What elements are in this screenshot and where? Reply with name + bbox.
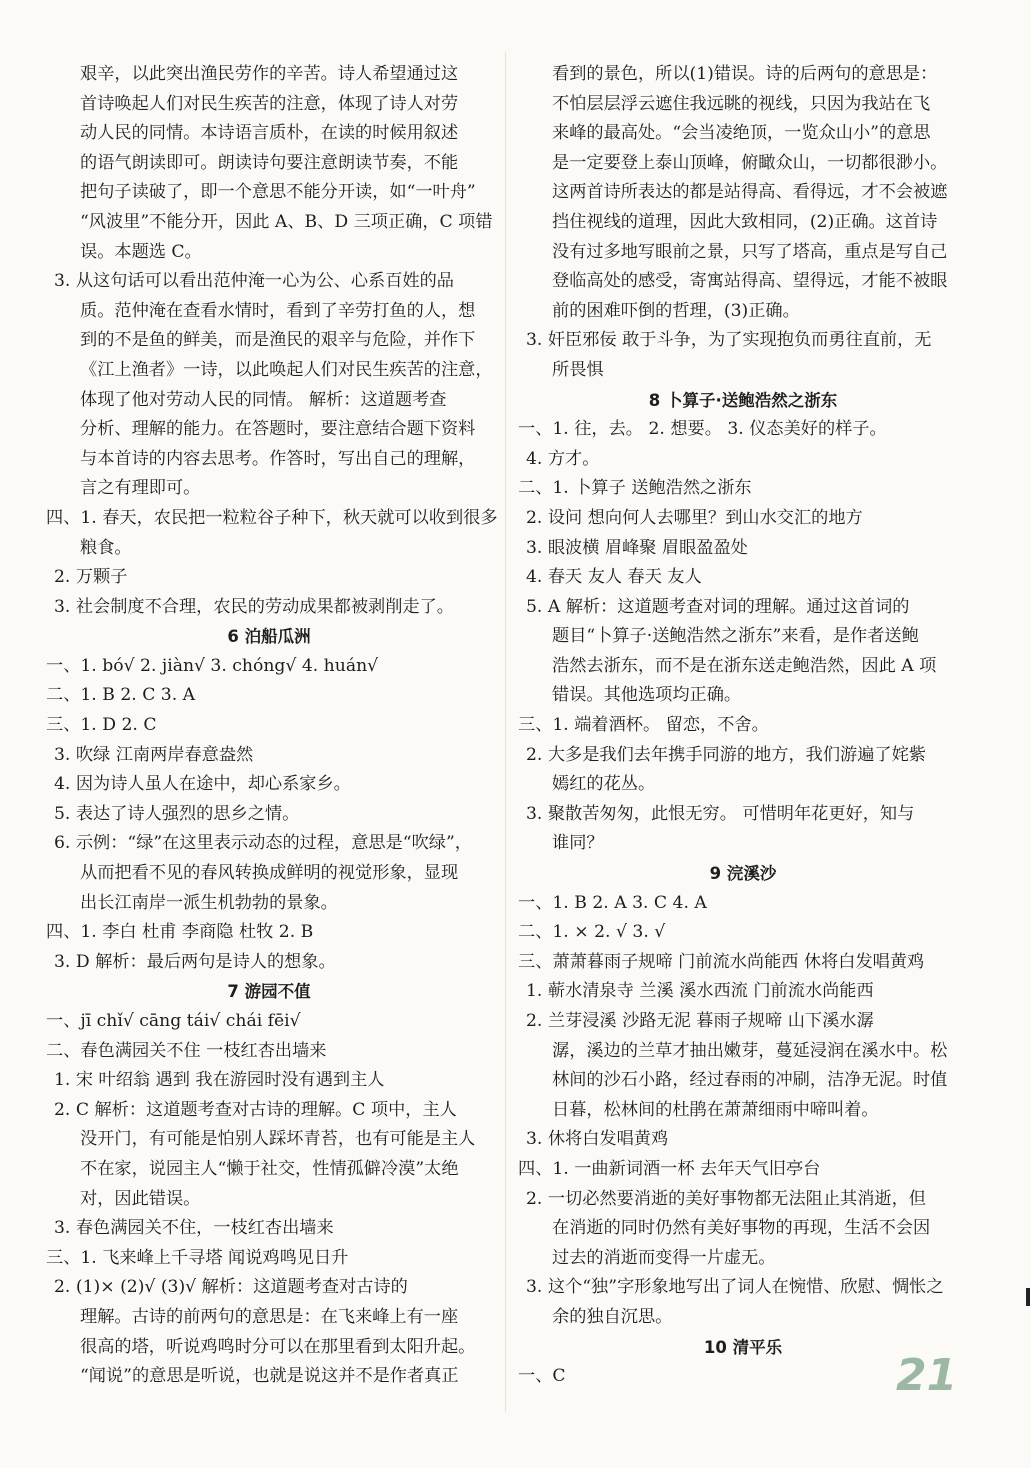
text-line: 3. 休将白发唱黄鸡 xyxy=(526,1129,669,1150)
text-line: 5. 表达了诗人强烈的思乡之情。 xyxy=(54,803,300,824)
text-line: 嫣红的花丛。 xyxy=(552,774,656,795)
text-line: 三、1. 端着酒杯。 留恋，不舍。 xyxy=(518,715,769,736)
section-title: 6 泊船瓜洲 xyxy=(227,627,311,647)
text-line: 4. 方才。 xyxy=(526,448,600,469)
text-line: 没有过多地写眼前之景，只写了塔高，重点是写自己 xyxy=(552,241,948,262)
section-title: 10 清平乐 xyxy=(703,1337,783,1357)
section-title: 8 卜算子·送鲍浩然之浙东 xyxy=(648,390,838,410)
text-line: 3. 这个“独”字形象地写出了词人在惋惜、欣慰、惆怅之 xyxy=(526,1277,944,1298)
page-number: 21 xyxy=(896,1350,958,1401)
right-column xyxy=(518,60,968,1392)
text-line: 5. A 解析：这道题考查对词的理解。通过这首词的 xyxy=(526,596,910,617)
text-line: 林间的沙石小路，经过春雨的冲刷，洁净无泥。时值 xyxy=(552,1070,948,1091)
text-line: 三、1. 飞来峰上千寻塔 闻说鸡鸣见日升 xyxy=(46,1247,349,1268)
text-line: 粮食。 xyxy=(80,537,132,558)
text-line: 3. 聚散苦匆匆，此恨无穷。 可惜明年花更好，知与 xyxy=(526,803,915,824)
text-line: 2. (1)× (2)√ (3)√ 解析：这道题考查对古诗的 xyxy=(54,1277,408,1298)
text-line: “风波里”不能分开，因此 A、B、D 三项正确，C 项错 xyxy=(80,211,493,232)
text-line: 的语气朗读即可。朗读诗句要注意朗读节奏，不能 xyxy=(80,152,459,173)
text-line: 一、1. 往，去。 2. 想要。 3. 仪态美好的样子。 xyxy=(518,419,887,440)
text-line: 这两首诗所表达的都是站得高、看得远，才不会被遮 xyxy=(552,182,948,203)
text-line: 日暮，松林间的杜鹃在萧萧细雨中啼叫着。 xyxy=(552,1099,879,1120)
text-line: 动人民的同情。本诗语言质朴，在读的时候用叙述 xyxy=(80,123,459,144)
text-line: 二、1. × 2. √ 3. √ xyxy=(518,922,666,943)
text-line: 《江上渔者》一诗，以此唤起人们对民生疾苦的注意， xyxy=(80,359,493,380)
text-line: 出长江南岸一派生机勃勃的景象。 xyxy=(80,892,338,913)
text-line: 2. C 解析：这道题考查对古诗的理解。C 项中，主人 xyxy=(54,1099,457,1120)
text-line: 质。范仲淹在查看水情时，看到了辛劳打鱼的人，想 xyxy=(80,300,476,321)
text-line: 一、1. B 2. A 3. C 4. A xyxy=(518,892,707,913)
text-line: 3. 吹绿 江南两岸春意盎然 xyxy=(54,744,254,765)
text-line: 从而把看不见的春风转换成鲜明的视觉形象，显现 xyxy=(80,863,459,884)
text-line: 过去的消逝而变得一片虚无。 xyxy=(552,1247,776,1268)
text-line: 2. 万颗子 xyxy=(54,567,128,588)
text-line: 很高的塔，听说鸡鸣时分可以在那里看到太阳升起。 xyxy=(80,1336,476,1357)
text-line: 登临高处的感受，寄寓站得高、望得远，才能不被眼 xyxy=(552,271,948,292)
text-line: 余的独自沉思。 xyxy=(552,1306,673,1327)
text-line: 3. 眼波横 眉峰聚 眉眼盈盈处 xyxy=(526,537,748,558)
text-line: 3. 从这句话可以看出范仲淹一心为公、心系百姓的品 xyxy=(54,271,454,292)
text-line: 理解。古诗的前两句的意思是：在飞来峰上有一座 xyxy=(80,1306,459,1327)
text-line: 挡住视线的道理，因此大致相同，(2)正确。这首诗 xyxy=(552,211,938,232)
text-line: 4. 春天 友人 春天 友人 xyxy=(526,567,702,588)
text-line: 不怕层层浮云遮住我远眺的视线，只因为我站在飞 xyxy=(552,93,931,114)
text-line: 1. 蕲水清泉寺 兰溪 溪水西流 门前流水尚能西 xyxy=(526,981,874,1002)
text-line: 四、1. 一曲新词酒一杯 去年天气旧亭台 xyxy=(518,1158,821,1179)
text-line: 艰辛，以此突出渔民劳作的辛苦。诗人希望通过这 xyxy=(80,64,459,84)
text-line: 题目“卜算子·送鲍浩然之浙东”来看，是作者送鲍 xyxy=(552,626,919,647)
text-line: 二、1. B 2. C 3. A xyxy=(46,685,196,706)
text-line: 2. 设问 想向何人去哪里？到山水交汇的地方 xyxy=(526,507,863,528)
text-line: 6. 示例：“绿”在这里表示动态的过程，意思是“吹绿”， xyxy=(54,833,472,854)
text-line: 二、1. 卜算子 送鲍浩然之浙东 xyxy=(518,478,752,499)
text-line: “闻说”的意思是听说，也就是说这并不是作者真正 xyxy=(80,1366,459,1387)
text-line: 一、1. bó√ 2. jiàn√ 3. chóng√ 4. huán√ xyxy=(46,655,379,676)
text-line: 二、春色满园关不住 一枝红杏出墙来 xyxy=(46,1040,327,1061)
text-line: 前的困难吓倒的哲理，(3)正确。 xyxy=(552,300,800,321)
text-line: 2. 兰芽浸溪 沙路无泥 暮雨子规啼 山下溪水潺 xyxy=(526,1011,874,1031)
text-line: 2. 一切必然要消逝的美好事物都无法阻止其消逝，但 xyxy=(526,1188,926,1209)
text-line: 不在家，说园主人“懒于社交，性情孤僻冷漠”太绝 xyxy=(80,1158,459,1179)
text-line: 谁同？ xyxy=(552,833,604,854)
text-line: 3. 社会制度不合理，农民的劳动成果都被剥削走了。 xyxy=(54,596,454,617)
text-line: 潺，溪边的兰草才抽出嫩芽，蔓延浸润在溪水中。松 xyxy=(552,1040,948,1061)
text-line: 一、jī chǐ√ cāng tái√ chái fēi√ xyxy=(46,1011,301,1031)
text-line: 3. 奸臣邪佞 敢于斗争，为了实现抱负而勇往直前，无 xyxy=(526,330,932,351)
text-line: 4. 因为诗人虽人在途中，却心系家乡。 xyxy=(54,774,351,795)
text-line: 没开门，有可能是怕别人踩坏青苔，也有可能是主人 xyxy=(80,1129,476,1150)
edge-mark xyxy=(1026,1288,1030,1306)
text-line: 3. D 解析：最后两句是诗人的想象。 xyxy=(54,951,336,972)
text-line: 体现了他对劳动人民的同情。 解析：这道题考查 xyxy=(80,389,447,410)
text-line: 来峰的最高处。“会当凌绝顶，一览众山小”的意思 xyxy=(552,123,931,144)
text-line: 3. 春色满园关不住，一枝红杏出墙来 xyxy=(54,1218,334,1239)
text-line: 三、萧萧暮雨子规啼 门前流水尚能西 休将白发唱黄鸡 xyxy=(518,951,925,972)
text-line: 1. 宋 叶绍翁 遇到 我在游园时没有遇到主人 xyxy=(54,1070,385,1091)
text-line: 首诗唤起人们对民生疾苦的注意，体现了诗人对劳 xyxy=(80,93,459,114)
text-line: 是一定要登上泰山顶峰，俯瞰众山，一切都很渺小。 xyxy=(552,152,948,173)
text-line: 错误。其他选项均正确。 xyxy=(552,685,742,706)
text-line: 与本首诗的内容去思考。作答时，写出自己的理解， xyxy=(80,448,476,469)
text-line: 四、1. 春天，农民把一粒粒谷子种下，秋天就可以收到很多 xyxy=(46,507,498,528)
text-line: 一、C xyxy=(518,1366,566,1387)
text-line: 所畏惧 xyxy=(552,359,604,380)
text-line: 2. 大多是我们去年携手同游的地方，我们游遍了姹紫 xyxy=(526,744,926,765)
text-line: 到的不是鱼的鲜美，而是渔民的艰辛与危险，并作下 xyxy=(80,330,476,351)
text-line: 在消逝的同时仍然有美好事物的再现，生活不会因 xyxy=(552,1218,931,1239)
text-line: 分析、理解的能力。在答题时，要注意结合题下资料 xyxy=(80,419,476,440)
text-line: 看到的景色，所以(1)错误。诗的后两句的意思是： xyxy=(552,64,938,84)
text-line: 把句子读破了，即一个意思不能分开读，如“一叶舟” xyxy=(80,182,476,203)
section-title: 7 游园不值 xyxy=(227,982,311,1002)
column-divider xyxy=(505,52,506,1412)
left-column xyxy=(46,60,498,1392)
text-line: 三、1. D 2. C xyxy=(46,715,157,736)
text-line: 浩然去浙东，而不是在浙东送走鲍浩然，因此 A 项 xyxy=(552,655,937,676)
text-line: 四、1. 李白 杜甫 李商隐 杜牧 2. B xyxy=(46,922,314,943)
text-line: 言之有理即可。 xyxy=(80,478,201,499)
section-title: 9 浣溪沙 xyxy=(709,864,777,884)
text-line: 误。本题选 C。 xyxy=(80,241,202,262)
text-line: 对，因此错误。 xyxy=(80,1188,201,1209)
